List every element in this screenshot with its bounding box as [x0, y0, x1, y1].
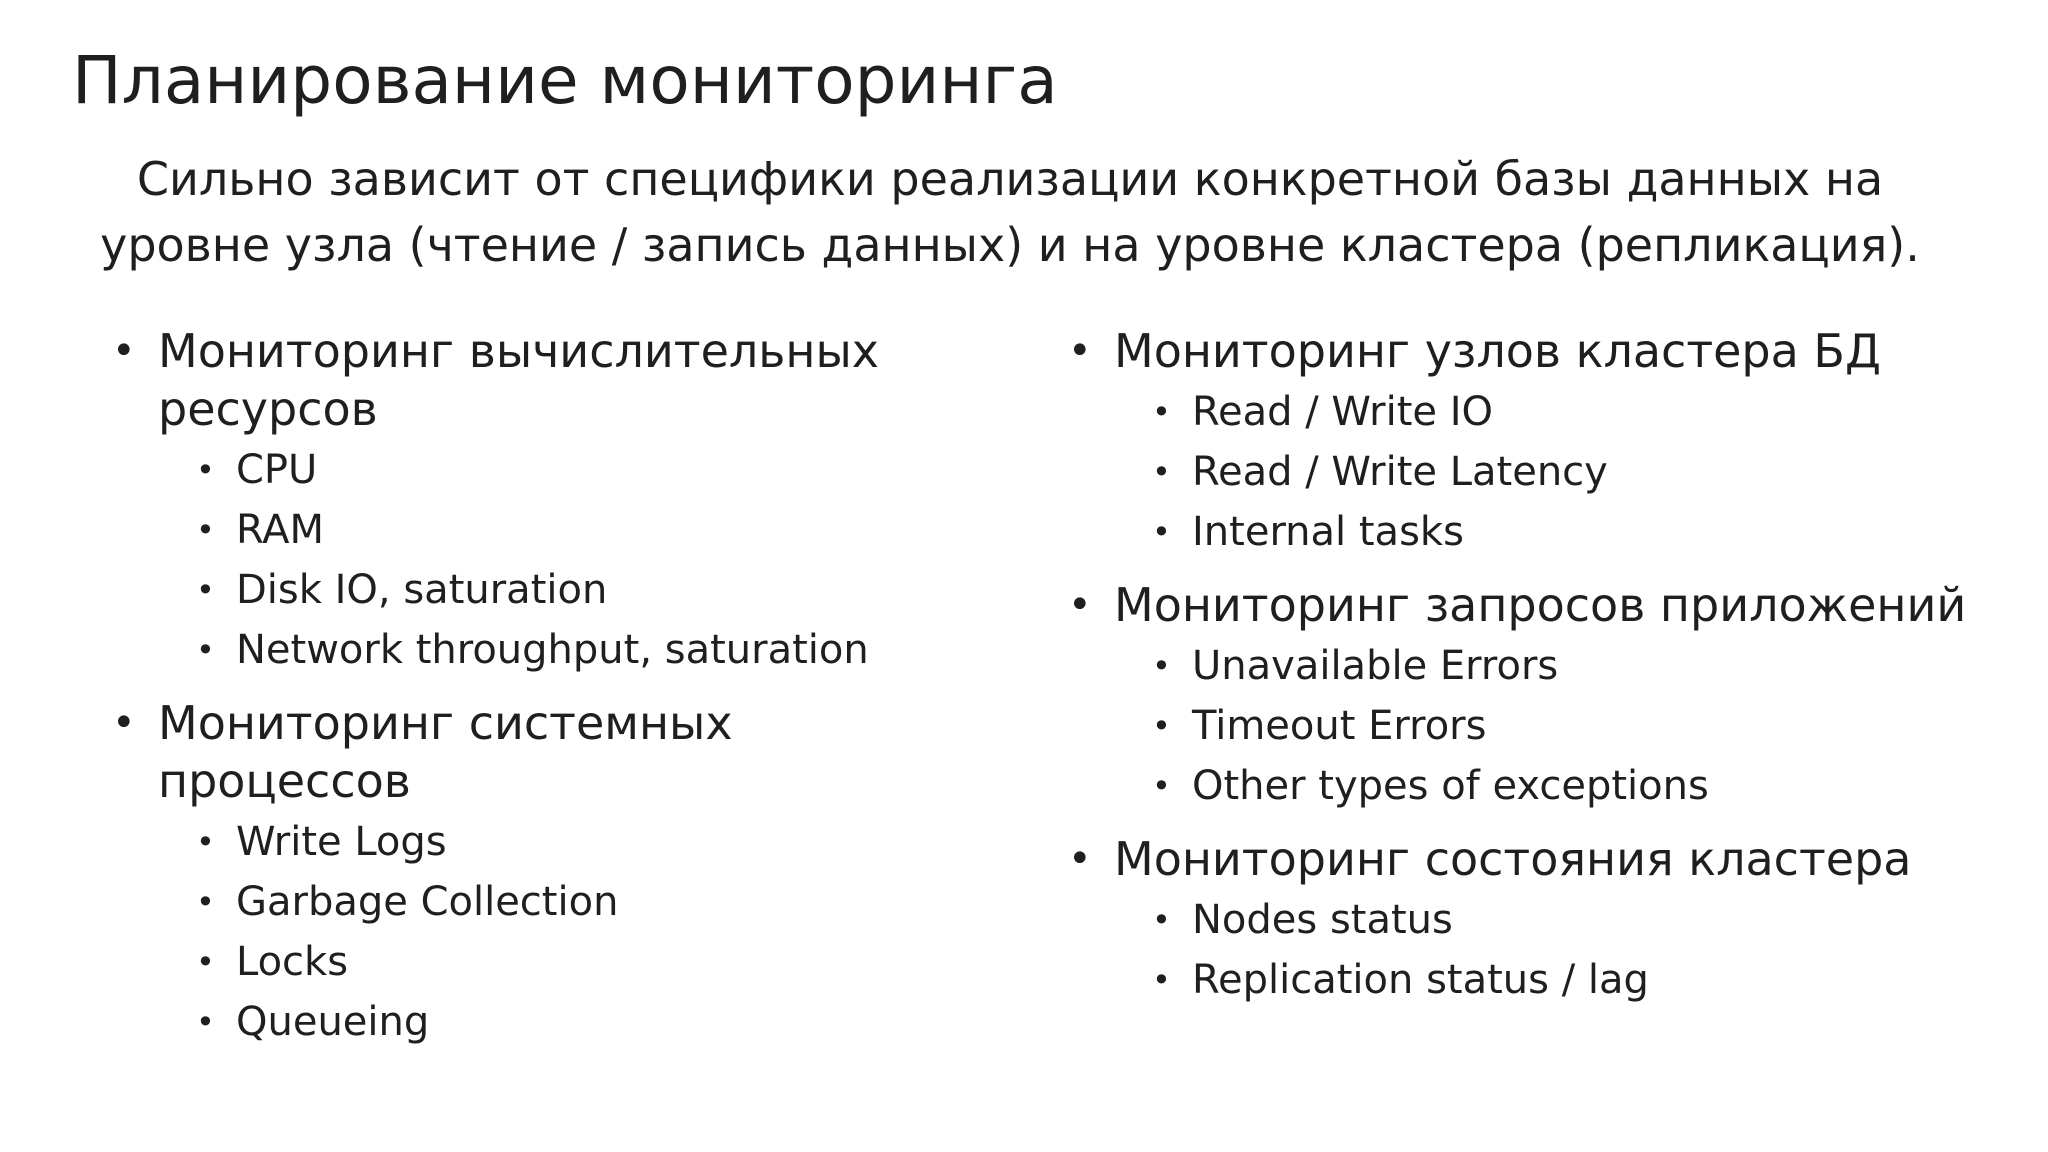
sub-bullet-list [1114, 382, 2008, 562]
sub-bullet-list [1114, 636, 2008, 816]
sub-bullet-item: • Unavailable Errors [1192, 636, 2008, 696]
slide-title: Планирование мониторинга [72, 42, 1058, 119]
sub-bullet-item: • Read / Write Latency [1192, 442, 2008, 502]
sub-bullet-item: • Locks [236, 932, 982, 992]
bullet-group [1068, 322, 2008, 562]
bullet-group-title: • Мониторинг вычислительных ресурсов [158, 322, 982, 438]
sub-bullet-item: • Other types of exceptions [1192, 756, 2008, 816]
bullet-group-title: • Мониторинг системных процессов [158, 694, 982, 810]
sub-bullet-list [158, 812, 982, 1052]
bullet-group-title: • Мониторинг узлов кластера БД [1114, 322, 2008, 380]
sub-bullet-item: • Timeout Errors [1192, 696, 2008, 756]
sub-bullet-item: • Garbage Collection [236, 872, 982, 932]
sub-bullet-item: • Network throughput, saturation [236, 620, 982, 680]
slide-subtitle: Сильно зависит от специфики реализации конкретной базы данных на уровне узла (чтение / запись данных) и на уровне кластера (репликация). [100, 152, 1920, 272]
bullet-group [1068, 576, 2008, 816]
bullet-group [112, 322, 982, 680]
bullet-group [112, 694, 982, 1052]
left-bullet-column [112, 322, 982, 1052]
sub-bullet-item: • CPU [236, 440, 982, 500]
sub-bullet-item: • Read / Write IO [1192, 382, 2008, 442]
sub-bullet-item: • Queueing [236, 992, 982, 1052]
sub-bullet-item: • RAM [236, 500, 982, 560]
sub-bullet-item: • Nodes status [1192, 890, 2008, 950]
bullet-group-title: • Мониторинг запросов приложений [1114, 576, 2008, 634]
sub-bullet-item: • Internal tasks [1192, 502, 2008, 562]
bullet-group-title: • Мониторинг состояния кластера [1114, 830, 2008, 888]
bullet-group [1068, 830, 2008, 1010]
sub-bullet-item: • Write Logs [236, 812, 982, 872]
sub-bullet-item: • Disk IO, saturation [236, 560, 982, 620]
sub-bullet-list [158, 440, 982, 680]
sub-bullet-list [1114, 890, 2008, 1010]
right-bullet-column [1068, 322, 2008, 1010]
sub-bullet-item: • Replication status / lag [1192, 950, 2008, 1010]
